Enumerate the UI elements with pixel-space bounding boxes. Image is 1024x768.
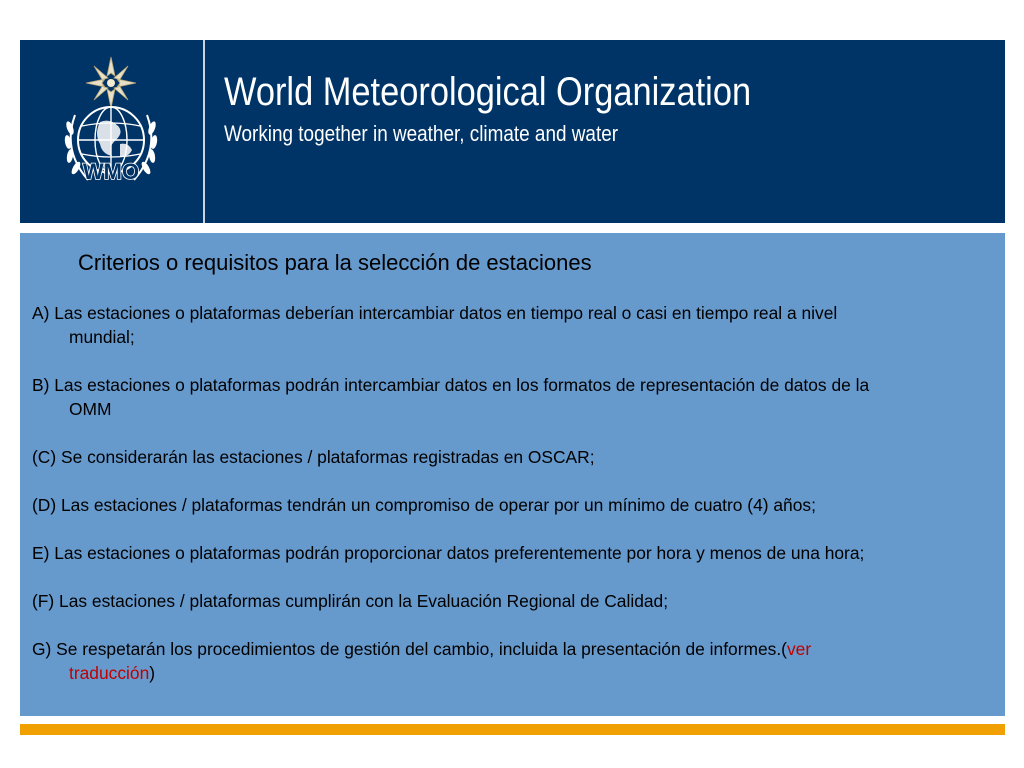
criterion-a-text: A) Las estaciones o plataformas deberían intercambiar datos en tiempo real o casi en tiempo real a nivel bbox=[32, 303, 838, 323]
wmo-emblem-icon bbox=[20, 40, 203, 223]
criterion-g-text: G) Se respetarán los procedimientos de gestión del cambio, incluida la presentación de informes.( bbox=[32, 639, 787, 659]
criterion-c bbox=[32, 445, 992, 469]
criterion-b-continuation: OMM bbox=[69, 399, 112, 419]
content-panel bbox=[20, 233, 1005, 716]
criterion-b-text: B) Las estaciones o plataformas podrán intercambiar datos en los formatos de representación de datos de la bbox=[32, 375, 870, 395]
wmo-logo bbox=[20, 40, 203, 223]
criterion-c-text: (C) Se considerarán las estaciones / plataformas registradas en OSCAR; bbox=[32, 447, 595, 467]
translation-link-ver[interactable]: ver bbox=[786, 639, 812, 659]
criterion-f bbox=[32, 589, 992, 613]
bottom-accent-bar bbox=[20, 724, 1005, 735]
criterion-a bbox=[32, 301, 992, 349]
header-divider bbox=[203, 40, 205, 223]
criterion-a-continuation: mundial; bbox=[69, 327, 135, 347]
criterion-d-text: (D) Las estaciones / plataformas tendrán un compromiso de operar por un mínimo de cuatro (4) años; bbox=[32, 495, 816, 515]
criterion-e bbox=[32, 541, 992, 565]
criterion-d bbox=[32, 493, 992, 517]
criterion-e-text: E) Las estaciones o plataformas podrán proporcionar datos preferentemente por hora y menos de una hora; bbox=[32, 543, 865, 563]
wmo-logo-text: WMO bbox=[82, 159, 140, 184]
criterion-b bbox=[32, 373, 992, 421]
criterion-g bbox=[32, 637, 992, 685]
closing-paren: ) bbox=[149, 663, 156, 683]
slide-heading: Criterios o requisitos para la selección de estaciones bbox=[78, 250, 592, 275]
organization-subtitle: Working together in weather, climate and water bbox=[224, 121, 619, 146]
header-banner bbox=[20, 40, 1005, 223]
criterion-f-text: (F) Las estaciones / plataformas cumplirán con la Evaluación Regional de Calidad; bbox=[32, 591, 669, 611]
organization-title: World Meteorological Organization bbox=[224, 70, 752, 114]
translation-link-traduccion[interactable]: traducción bbox=[69, 663, 150, 683]
